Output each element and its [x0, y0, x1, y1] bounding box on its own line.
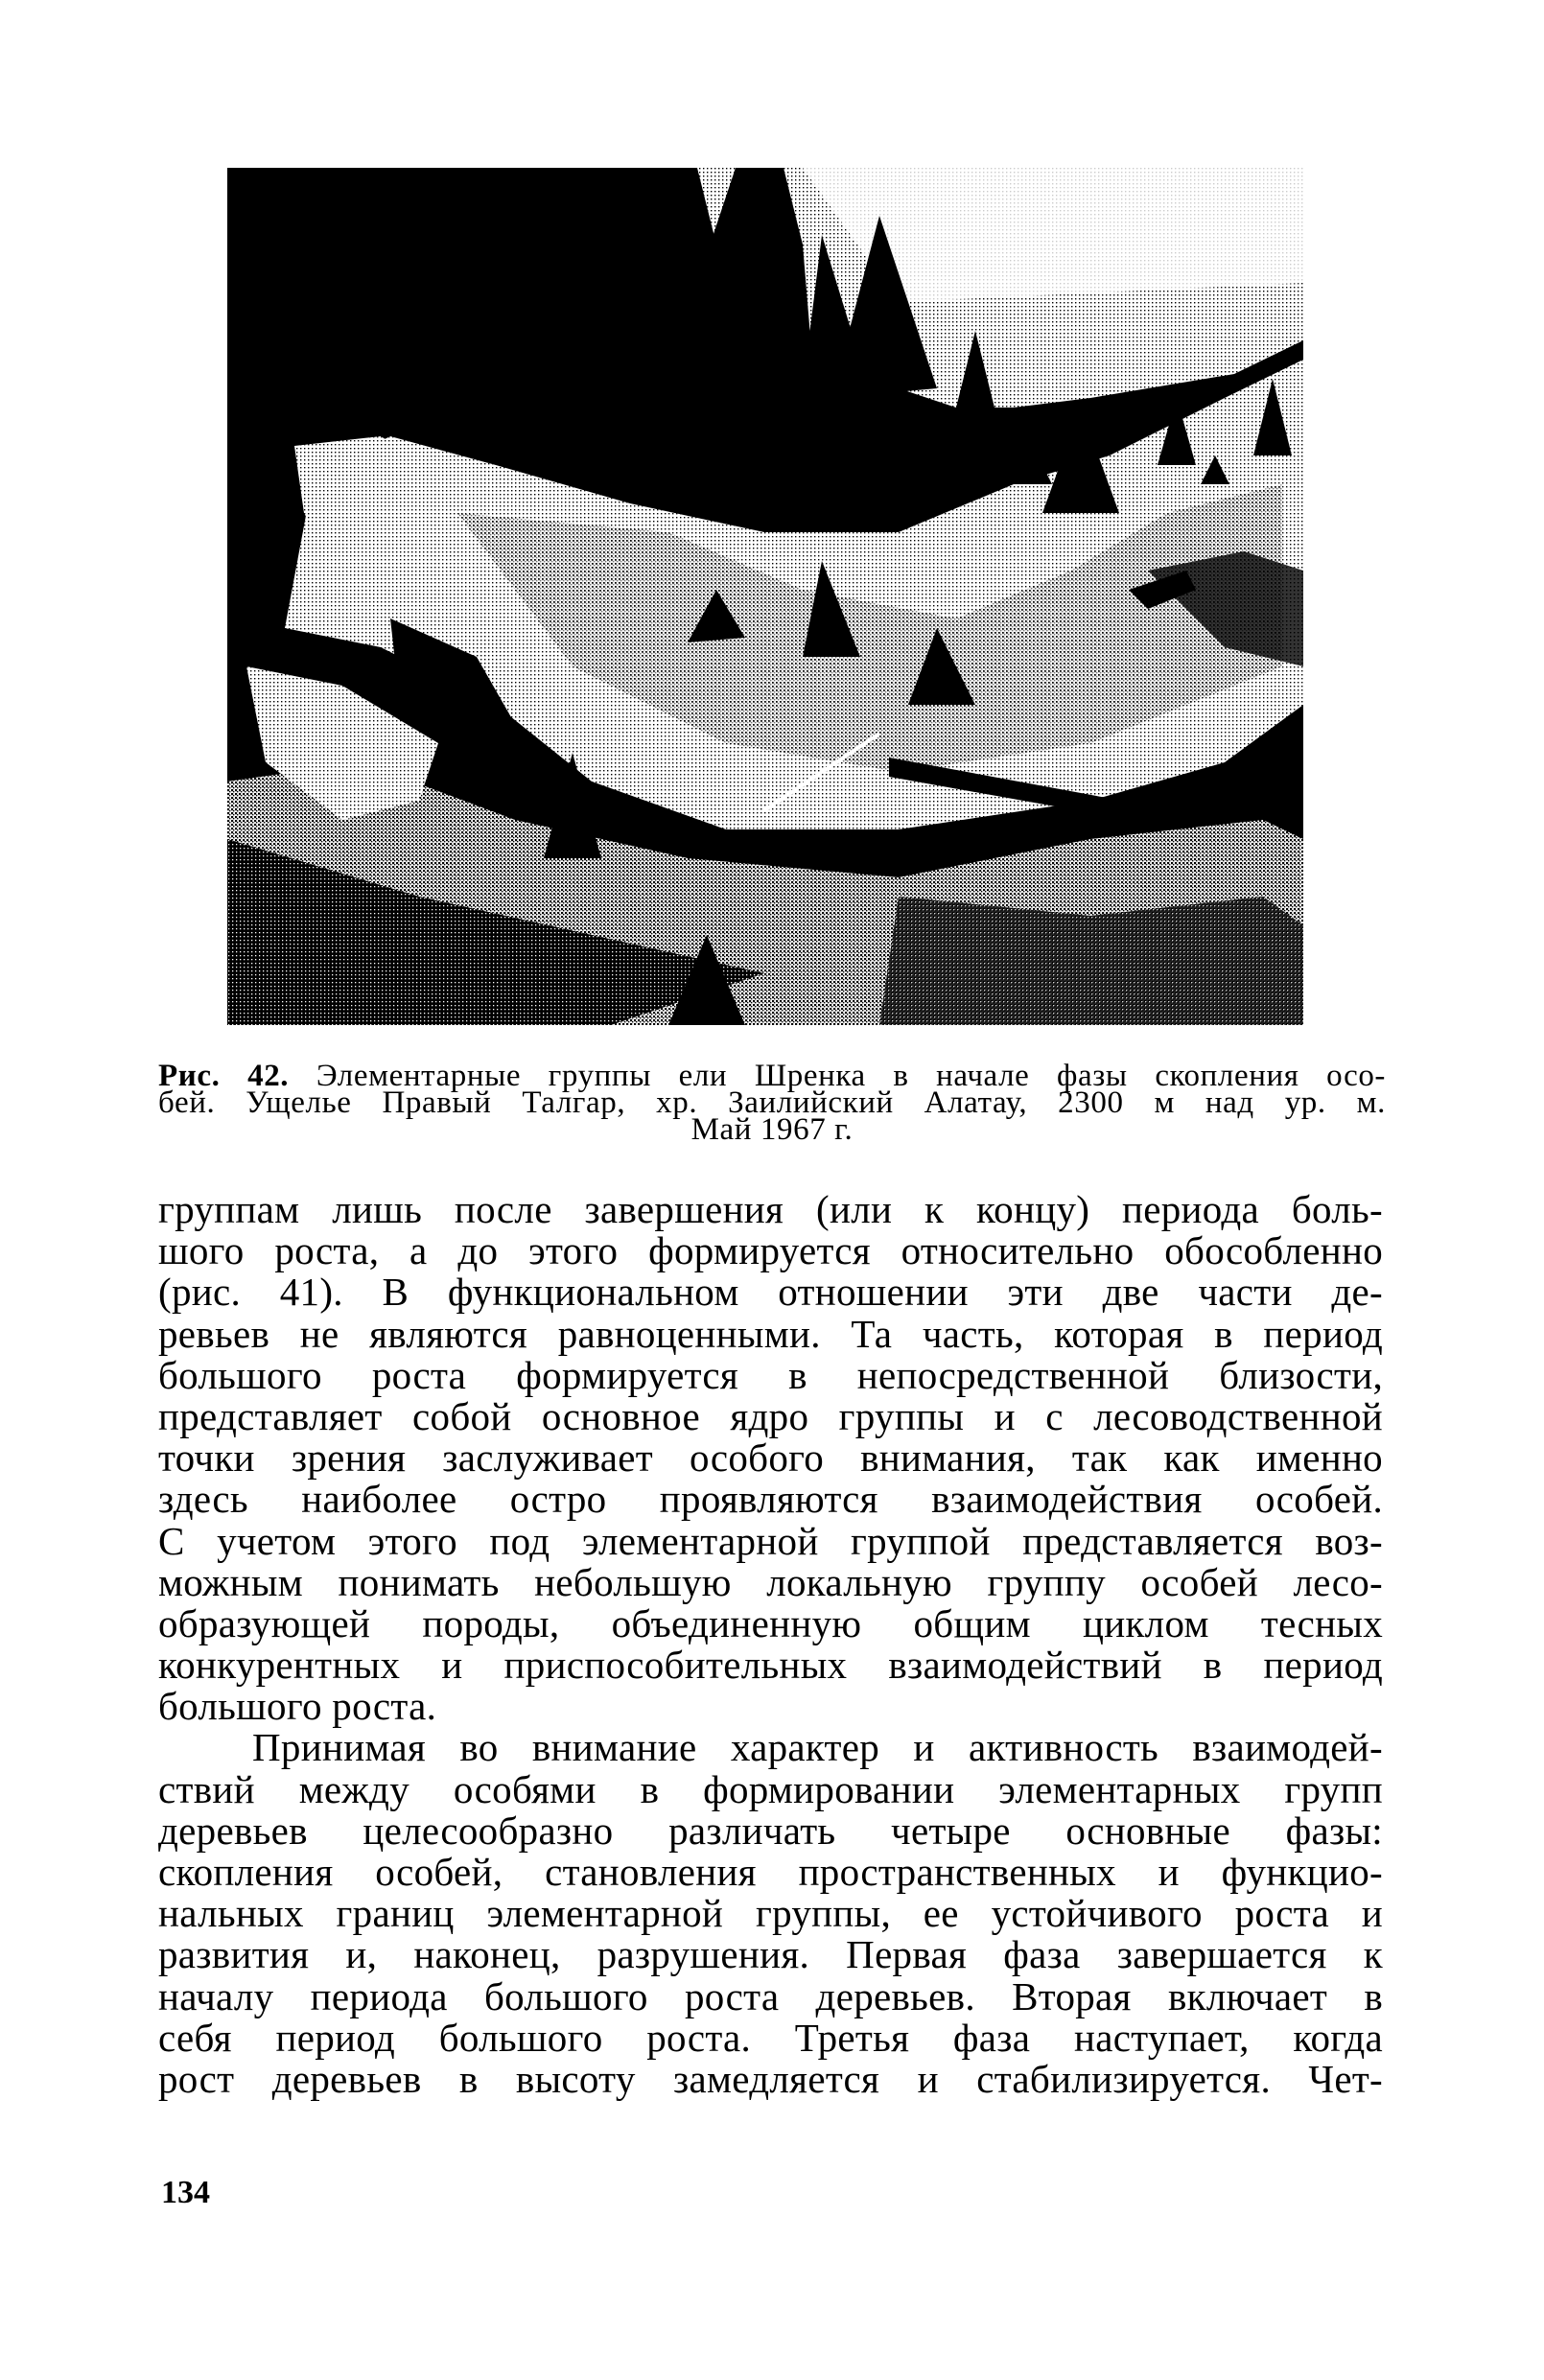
text-line: большого роста. — [158, 1684, 437, 1729]
text-line: (рис. 41). В функциональном отношении эти две части де- — [158, 1270, 1383, 1315]
text-line: здесь наиболее остро проявляются взаимодействия особей. — [158, 1477, 1383, 1522]
text-line: ревьев не являются равноценными. Та часть, которая в период — [158, 1311, 1383, 1356]
text-line: можным понимать небольшую локальную группу особей лесо- — [158, 1559, 1383, 1604]
paragraph-1 — [158, 1189, 1383, 1727]
text-line: Принимая во внимание характер и активность взаимодей- — [252, 1725, 1383, 1770]
text-line: развития и, наконец, разрушения. Первая фаза завершается к — [158, 1932, 1383, 1977]
text-line: деревьев целесообразно различать четыре основные фазы: — [158, 1808, 1383, 1853]
paragraph-2 — [158, 1727, 1383, 2100]
text-line: нальных границ элементарной группы, ее устойчивого роста и — [158, 1891, 1383, 1936]
text-line: ствий между особями в формировании элементарных групп — [158, 1766, 1383, 1811]
text-line: себя период большого роста. Третья фаза наступает, когда — [158, 2015, 1383, 2060]
figure-caption — [158, 1059, 1387, 1147]
text-line: конкурентных и приспособительных взаимодействий в период — [158, 1643, 1383, 1688]
caption-line-2: бей. Ущелье Правый Талгар, хр. Заилийский Алатау, 2300 м над ур. м. — [158, 1085, 1386, 1120]
text-line: большого роста формируется в непосредственной близости, — [158, 1352, 1383, 1397]
page-number: 134 — [161, 2175, 210, 2210]
text-line: шого роста, а до этого формируется относительно обособленно — [158, 1228, 1383, 1273]
text-line: С учетом этого под элементарной группой представляется воз- — [158, 1518, 1383, 1563]
figure-label: Рис. 42. — [158, 1059, 290, 1093]
figure-photo — [227, 168, 1303, 1025]
body-text — [158, 1189, 1383, 2100]
text-line: образующей породы, объединенную общим циклом тесных — [158, 1600, 1383, 1645]
text-line: скопления особей, становления пространственных и функцио- — [158, 1850, 1383, 1894]
text-line: началу периода большого роста деревьев. Вторая включает в — [158, 1973, 1383, 2018]
caption-line-3: Май 1967 г. — [690, 1112, 854, 1147]
text-line: представляет собой основное ядро группы и с лесоводственной — [158, 1393, 1383, 1438]
text-line: точки зрения заслуживает особого внимания, так как именно — [158, 1435, 1383, 1481]
text-line: рост деревьев в высоту замедляется и стабилизируется. Чет- — [158, 2056, 1383, 2101]
text-line: группам лишь после завершения (или к концу) периода боль- — [158, 1187, 1383, 1231]
caption-text: Элементарные группы ели Шренка в начале фазы скопления осо- — [316, 1059, 1387, 1093]
photo-landscape-image — [227, 168, 1303, 1025]
